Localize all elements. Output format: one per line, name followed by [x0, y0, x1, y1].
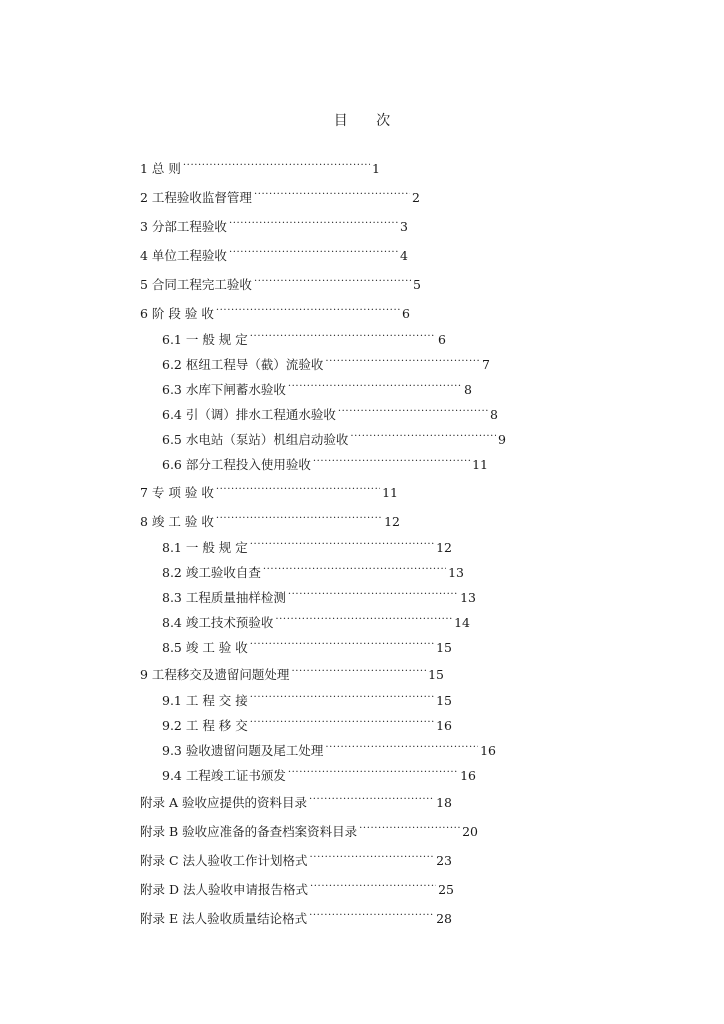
toc-entry-label: 6.1 一 般 规 定 — [162, 332, 248, 347]
toc-entry[interactable] — [162, 426, 506, 447]
toc-entry[interactable] — [140, 789, 452, 810]
toc-leader-dots — [313, 451, 470, 469]
toc-entry-label: 6.2 枢纽工程导（截）流验收 — [162, 357, 324, 372]
toc-entry-label: 2 工程验收监督管理 — [140, 190, 252, 205]
toc-entry-label: 9.4 工程竣工证书颁发 — [162, 768, 286, 783]
toc-entry-page: 6 — [438, 332, 446, 347]
toc-leader-dots — [216, 508, 382, 526]
toc-leader-dots — [250, 712, 434, 730]
toc-entry-page: 15 — [428, 667, 444, 682]
toc-entry-page: 15 — [436, 693, 452, 708]
toc-entry[interactable] — [140, 213, 408, 234]
toc-leader-dots — [325, 737, 478, 755]
toc-leader-dots — [288, 376, 462, 394]
toc-entry[interactable] — [140, 847, 452, 868]
toc-entry-page: 20 — [462, 824, 478, 839]
toc-entry-label: 附录 B 验收应准备的备查档案资料目录 — [140, 824, 358, 839]
toc-leader-dots — [250, 534, 434, 552]
toc-entry-label: 8.3 工程质量抽样检测 — [162, 590, 286, 605]
toc-entry-label: 8.2 竣工验收自查 — [162, 565, 261, 580]
toc-entry[interactable] — [162, 687, 452, 708]
toc-entry-page: 8 — [464, 382, 472, 397]
toc-leader-dots — [250, 634, 434, 652]
toc-leader-dots — [288, 762, 458, 780]
toc-entry-label: 9.3 验收遗留问题及尾工处理 — [162, 743, 324, 758]
toc-entry-label: 3 分部工程验收 — [140, 219, 227, 234]
toc-entry-page: 12 — [384, 514, 400, 529]
toc-entry-label: 9.2 工 程 移 交 — [162, 718, 248, 733]
toc-entry[interactable] — [162, 712, 452, 733]
toc-leader-dots — [275, 609, 452, 627]
toc-entry-label: 1 总 则 — [140, 161, 181, 176]
toc-entry-page: 6 — [402, 306, 410, 321]
toc-entry-page: 11 — [472, 457, 488, 472]
toc-leader-dots — [309, 789, 434, 807]
toc-entry-page: 23 — [436, 853, 452, 868]
toc-leader-dots — [288, 584, 458, 602]
toc-entry-label: 8.5 竣 工 验 收 — [162, 640, 248, 655]
toc-entry-page: 5 — [413, 277, 421, 292]
toc-entry[interactable] — [140, 905, 452, 926]
toc-entry-label: 6.4 引（调）排水工程通水验收 — [162, 407, 336, 422]
toc-entry-page: 28 — [436, 911, 452, 926]
toc-entry-page: 16 — [436, 718, 452, 733]
toc-entry[interactable] — [140, 508, 400, 529]
toc-entry[interactable] — [162, 534, 452, 555]
toc-entry-label: 6 阶 段 验 收 — [140, 306, 214, 321]
toc-leader-dots — [254, 271, 411, 289]
toc-entry-label: 9.1 工 程 交 接 — [162, 693, 248, 708]
toc-entry-page: 3 — [400, 219, 408, 234]
toc-entry-label: 6.3 水库下闸蓄水验收 — [162, 382, 286, 397]
toc-entry-page: 16 — [460, 768, 476, 783]
toc-entry-label: 8.1 一 般 规 定 — [162, 540, 248, 555]
toc-entry[interactable] — [162, 451, 488, 472]
toc-entry[interactable] — [162, 559, 464, 580]
toc-leader-dots — [183, 155, 370, 173]
toc-entry[interactable] — [140, 876, 454, 897]
toc-entry[interactable] — [162, 737, 496, 758]
toc-entry[interactable] — [162, 634, 452, 655]
toc-leader-dots — [254, 184, 410, 202]
toc-entry-label: 附录 C 法人验收工作计划格式 — [140, 853, 308, 868]
toc-entry-page: 16 — [480, 743, 496, 758]
toc-leader-dots — [216, 479, 380, 497]
toc-entry[interactable] — [162, 584, 476, 605]
toc-entry-page: 12 — [436, 540, 452, 555]
toc-entry-label: 6.6 部分工程投入使用验收 — [162, 457, 311, 472]
toc-leader-dots — [250, 326, 436, 344]
toc-entry[interactable] — [162, 762, 476, 783]
toc-leader-dots — [310, 876, 436, 894]
toc-leader-dots — [229, 213, 398, 231]
toc-entry-page: 9 — [498, 432, 506, 447]
toc-leader-dots — [310, 847, 435, 865]
toc-entry-page: 7 — [482, 357, 490, 372]
toc-leader-dots — [359, 818, 460, 836]
toc-entry-label: 9 工程移交及遗留问题处理 — [140, 667, 290, 682]
toc-entry[interactable] — [140, 271, 421, 292]
toc-entry-page: 15 — [436, 640, 452, 655]
toc-leader-dots — [309, 905, 434, 923]
toc-entry-page: 4 — [400, 248, 408, 263]
toc-leader-dots — [263, 559, 446, 577]
toc-entry-label: 8.4 竣工技术预验收 — [162, 615, 274, 630]
toc-entry-label: 6.5 水电站（泵站）机组启动验收 — [162, 432, 349, 447]
toc-entry-label: 附录 E 法人验收质量结论格式 — [140, 911, 308, 926]
toc-entry[interactable] — [140, 184, 420, 205]
toc-leader-dots — [250, 687, 434, 705]
toc-entry-page: 14 — [454, 615, 470, 630]
toc-entry-label: 附录 D 法人验收申请报告格式 — [140, 882, 308, 897]
toc-leader-dots — [291, 661, 426, 679]
toc-entry[interactable] — [162, 351, 490, 372]
toc-entry-page: 25 — [438, 882, 454, 897]
toc-entry[interactable] — [162, 376, 472, 397]
toc-entry-page: 13 — [448, 565, 464, 580]
toc-entry-label: 附录 A 验收应提供的资料目录 — [140, 795, 307, 810]
toc-entry[interactable] — [140, 479, 398, 500]
toc-entry[interactable] — [140, 242, 408, 263]
toc-entry-page: 18 — [436, 795, 452, 810]
toc-leader-dots — [338, 401, 488, 419]
toc-entry-label: 8 竣 工 验 收 — [140, 514, 214, 529]
toc-leader-dots — [229, 242, 398, 260]
toc-entry-page: 2 — [412, 190, 420, 205]
toc-entry[interactable] — [162, 609, 470, 630]
toc-entry[interactable] — [140, 661, 444, 682]
toc-entry-page: 11 — [382, 485, 398, 500]
page-title: 目 次 — [333, 113, 403, 129]
toc-entry[interactable] — [140, 818, 478, 839]
toc-entry-label: 5 合同工程完工验收 — [140, 277, 252, 292]
toc-entry-page: 13 — [460, 590, 476, 605]
toc-leader-dots — [350, 426, 496, 444]
toc-entry-label: 4 单位工程验收 — [140, 248, 227, 263]
toc-entry[interactable] — [140, 300, 410, 321]
toc-leader-dots — [325, 351, 480, 369]
toc-entry-page: 1 — [372, 161, 380, 176]
toc-entry-label: 7 专 项 验 收 — [140, 485, 214, 500]
toc-entry[interactable] — [162, 401, 498, 422]
toc-leader-dots — [216, 300, 400, 318]
toc-entry[interactable] — [162, 326, 446, 347]
toc-entry-page: 8 — [490, 407, 498, 422]
toc-entry[interactable] — [140, 155, 380, 176]
